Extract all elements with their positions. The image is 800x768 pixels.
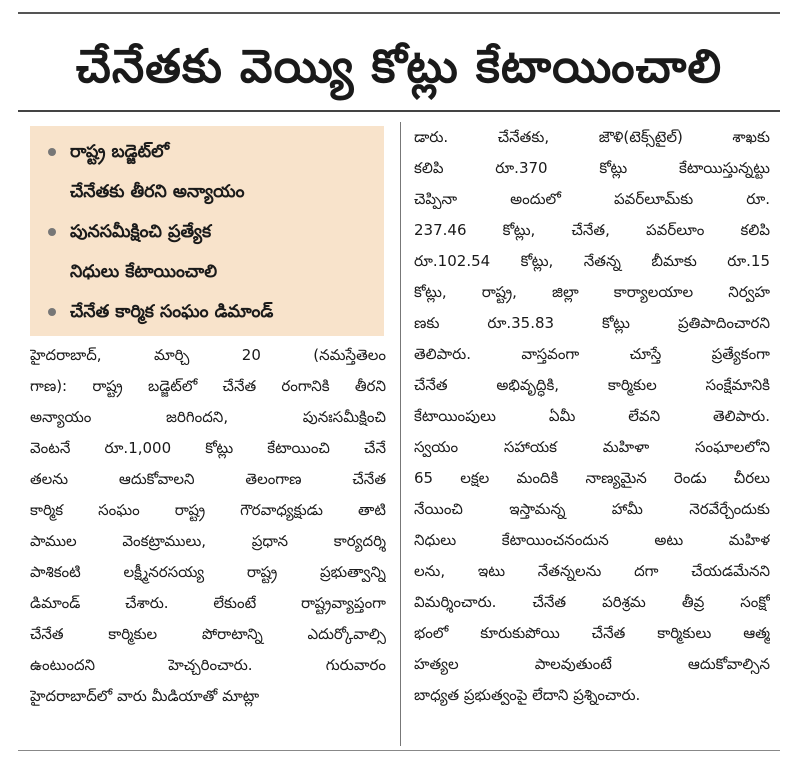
body-line: 237.46 కోట్లు, చేనేత, పవర్‌లూం కలిపి — [414, 221, 770, 239]
highlight-line — [44, 292, 374, 332]
bullet-icon — [48, 148, 56, 156]
body-line: చేనేత అభివృద్ధికి, కార్మికుల సంక్షేమానికి — [414, 376, 770, 394]
body-line: హైదరాబాద్, మార్చి 20 (నమస్తేతెలం — [30, 346, 386, 364]
body-line: డారు. చేనేతకు, జౌళి(టెక్స్‌టైల్) శాఖకు — [414, 128, 770, 146]
column-divider — [400, 122, 401, 746]
highlight-text: చేనేతకు తీరని అన్యాయం — [70, 182, 245, 202]
body-line: విమర్శించారు. చేనేత పరిశ్రమ తీవ్ర సంక్షో — [414, 593, 770, 611]
body-line: తెలిపారు. వాస్తవంగా చూస్తే ప్రత్యేకంగా — [414, 345, 770, 363]
highlight-line — [44, 212, 374, 252]
highlight-text: నిధులు కేటాయించాలి — [70, 262, 218, 282]
body-line: కోట్లు, రాష్ట్ర, జిల్లా కార్యాలయాల నిర్వహ — [414, 283, 770, 301]
highlight-line — [44, 132, 374, 172]
highlights-list — [44, 132, 374, 332]
highlight-line — [44, 172, 374, 212]
body-line: 65 లక్షల మందికి నాణ్యమైన రెండు చీరలు — [414, 469, 770, 487]
body-line: ణకు రూ.35.83 కోట్లు ప్రతిపాదించారని — [414, 314, 770, 332]
highlights-box — [30, 126, 384, 336]
body-line: వెంటనే రూ.1,000 కోట్లు కేటాయించి చేనే — [30, 439, 386, 457]
headline-rule — [18, 110, 780, 112]
body-line: డిమాండ్ చేశారు. లేకుంటే రాష్ట్రవ్యాప్తంగా — [30, 594, 386, 612]
body-line: నిధులు కేటాయించనందున అటు మహిళ — [414, 531, 770, 549]
highlight-line — [44, 252, 374, 292]
body-line: నేయించి ఇస్తామన్న హామీ నెరవేర్చేందుకు — [414, 500, 770, 518]
highlight-text: రాష్ట్ర బడ్జెట్‌లో — [70, 142, 170, 162]
body-line: బాధ్యత ప్రభుత్వంపై లేదాని ప్రశ్నించారు. — [414, 686, 641, 704]
body-line: గాణ): రాష్ట్ర బడ్జెట్‌లో చేనేత రంగానికి తీరని — [30, 377, 386, 395]
bullet-icon — [48, 308, 56, 316]
body-line: చేనేత కార్మికుల పోరాటాన్ని ఎదుర్కోవాల్సి — [30, 625, 386, 643]
body-line: అన్యాయం జరిగిందని, పునఃసమీక్షించి — [30, 408, 386, 426]
body-line: హత్యల పాలవుతుంటే ఆదుకోవాల్సిన — [414, 655, 770, 673]
body-line: భంలో కూరుకుపోయి చేనేత కార్మికులు ఆత్మ — [414, 624, 770, 642]
right-column — [414, 122, 770, 711]
body-line: లను, ఇటు నేతన్నలను దగా చేయడమేనని — [414, 562, 770, 580]
body-line: చెప్పినా అందులో పవర్‌లూమ్‌కు రూ. — [414, 190, 770, 208]
body-line: కార్మిక సంఘం రాష్ట్ర గౌరవాధ్యక్షుడు తాటి — [30, 501, 386, 519]
body-line: ఉంటుందని హెచ్చరించారు. గురువారం — [30, 656, 386, 674]
body-line: హైదరాబాద్‌లో వారు మీడియాతో మాట్లా — [30, 687, 260, 705]
body-line: స్వయం సహాయక మహిళా సంఘాలలోని — [414, 438, 770, 456]
left-column — [30, 340, 386, 712]
body-line: పాశికంటి లక్ష్మీనరసయ్య రాష్ట్ర ప్రభుత్వాన్ని — [30, 563, 386, 581]
body-line: కేటాయింపులు ఏమీ లేవని తెలిపారు. — [414, 407, 770, 425]
bottom-rule — [18, 750, 780, 751]
highlight-text: పునసమీక్షించి ప్రత్యేక — [70, 222, 212, 242]
headline: చేనేతకు వెయ్యి కోట్లు కేటాయించాలి — [75, 39, 723, 93]
body-line: పాముల వెంకట్రాములు, ప్రధాన కార్యదర్శి — [30, 532, 386, 550]
highlight-text: చేనేత కార్మిక సంఘం డిమాండ్ — [70, 302, 274, 322]
top-rule — [18, 12, 780, 14]
body-line: రూ.102.54 కోట్లు, నేతన్న బీమాకు రూ.15 — [414, 252, 770, 270]
body-line: తలను ఆదుకోవాలని తెలంగాణ చేనేత — [30, 470, 386, 488]
bullet-icon — [48, 228, 56, 236]
body-line: కలిపి రూ.370 కోట్లు కేటాయిస్తున్నట్టు — [414, 159, 770, 177]
